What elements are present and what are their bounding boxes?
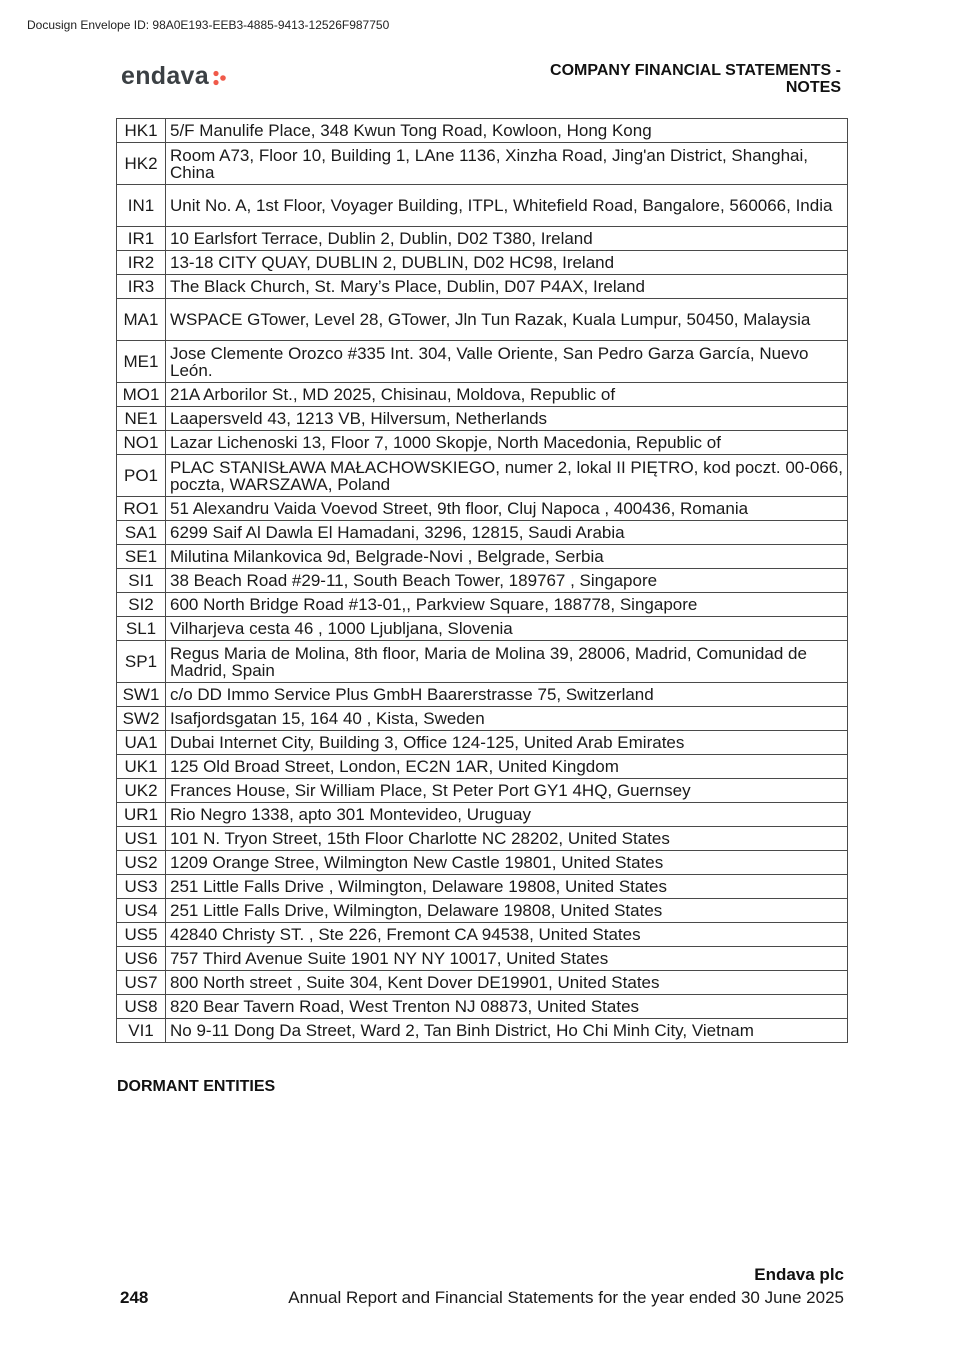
table-row <box>117 383 848 407</box>
entity-address: Regus Maria de Molina, 8th floor, Maria de Molina 39, 28006, Madrid, Comunidad de Madrid, Spain <box>166 641 848 683</box>
table-row <box>117 497 848 521</box>
table-row <box>117 299 848 341</box>
entity-code: IR1 <box>117 227 166 251</box>
entity-code: IR2 <box>117 251 166 275</box>
logo-mark-icon <box>212 70 228 86</box>
entity-code: UA1 <box>117 731 166 755</box>
table-row <box>117 521 848 545</box>
entity-code: US7 <box>117 971 166 995</box>
footer-company-name: Endava plc <box>754 1265 844 1284</box>
header-title-line2: NOTES <box>785 79 841 96</box>
entity-code: SI1 <box>117 569 166 593</box>
entity-address: Isafjordsgatan 15, 164 40 , Kista, Sweden <box>166 707 848 731</box>
entity-code: HK1 <box>117 119 166 143</box>
table-row <box>117 569 848 593</box>
entity-code: HK2 <box>117 143 166 185</box>
entity-code: US6 <box>117 947 166 971</box>
entity-address: Room A73, Floor 10, Building 1, LAne 1136, Xinzha Road, Jing'an District, Shanghai, China <box>166 143 848 185</box>
table-row <box>117 875 848 899</box>
entity-code: ME1 <box>117 341 166 383</box>
entity-address: 51 Alexandru Vaida Voevod Street, 9th floor, Cluj Napoca , 400436, Romania <box>166 497 848 521</box>
entity-address: Laapersveld 43, 1213 VB, Hilversum, Netherlands <box>166 407 848 431</box>
page-header-title <box>421 62 841 96</box>
entity-code: UK2 <box>117 779 166 803</box>
entity-code: US5 <box>117 923 166 947</box>
table-row <box>117 923 848 947</box>
table-row <box>117 827 848 851</box>
entity-address: 251 Little Falls Drive, Wilmington, Delaware 19808, United States <box>166 899 848 923</box>
entity-code: SP1 <box>117 641 166 683</box>
entity-address: 820 Bear Tavern Road, West Trenton NJ 08873, United States <box>166 995 848 1019</box>
entity-address: Vilharjeva cesta 46 , 1000 Ljubljana, Slovenia <box>166 617 848 641</box>
entity-address: 600 North Bridge Road #13-01,, Parkview Square, 188778, Singapore <box>166 593 848 617</box>
table-row <box>117 683 848 707</box>
table-row <box>117 899 848 923</box>
entity-code: RO1 <box>117 497 166 521</box>
entity-address: 21A Arborilor St., MD 2025, Chisinau, Moldova, Republic of <box>166 383 848 407</box>
table-row <box>117 731 848 755</box>
entity-address: 125 Old Broad Street, London, EC2N 1AR, United Kingdom <box>166 755 848 779</box>
table-row <box>117 431 848 455</box>
table-row <box>117 1019 848 1043</box>
entity-address: Rio Negro 1338, apto 301 Montevideo, Uruguay <box>166 803 848 827</box>
entity-code: US3 <box>117 875 166 899</box>
entity-address: 38 Beach Road #29-11, South Beach Tower, 189767 , Singapore <box>166 569 848 593</box>
logo-wordmark: endava <box>121 62 209 90</box>
table-row <box>117 803 848 827</box>
entity-code: SW2 <box>117 707 166 731</box>
table-row <box>117 341 848 383</box>
table-row <box>117 407 848 431</box>
entity-address: PLAC STANISŁAWA MAŁACHOWSKIEGO, numer 2, lokal II PIĘTRO, kod poczt. 00-066, poczta, WARSZAWA, Poland <box>166 455 848 497</box>
table-row <box>117 707 848 731</box>
entity-code: SA1 <box>117 521 166 545</box>
docusign-envelope-id: Docusign Envelope ID: 98A0E193-EEB3-4885-9413-12526F987750 <box>27 18 390 32</box>
entity-code: IR3 <box>117 275 166 299</box>
table-row <box>117 143 848 185</box>
entity-address: 101 N. Tryon Street, 15th Floor Charlotte NC 28202, United States <box>166 827 848 851</box>
table-row <box>117 185 848 227</box>
table-row <box>117 593 848 617</box>
entity-code: UR1 <box>117 803 166 827</box>
table-row <box>117 227 848 251</box>
entity-code: SW1 <box>117 683 166 707</box>
entity-address: Milutina Milankovica 9d, Belgrade-Novi , Belgrade, Serbia <box>166 545 848 569</box>
entity-address: Unit No. A, 1st Floor, Voyager Building, ITPL, Whitefield Road, Bangalore, 560066, India <box>166 185 848 227</box>
entity-address: 13-18 CITY QUAY, DUBLIN 2, DUBLIN, D02 HC98, Ireland <box>166 251 848 275</box>
entity-code: IN1 <box>117 185 166 227</box>
entity-code: SI2 <box>117 593 166 617</box>
entity-code: MA1 <box>117 299 166 341</box>
entity-address: 5/F Manulife Place, 348 Kwun Tong Road, Kowloon, Hong Kong <box>166 119 848 143</box>
entity-code: US1 <box>117 827 166 851</box>
footer-report-title: Annual Report and Financial Statements for the year ended 30 June 2025 <box>288 1288 844 1307</box>
table-row <box>117 755 848 779</box>
entity-address: 1209 Orange Stree, Wilmington New Castle 19801, United States <box>166 851 848 875</box>
table-row <box>117 779 848 803</box>
table-row <box>117 947 848 971</box>
entity-address: Dubai Internet City, Building 3, Office 124-125, United Arab Emirates <box>166 731 848 755</box>
table-row <box>117 971 848 995</box>
table-row <box>117 995 848 1019</box>
entity-address: WSPACE GTower, Level 28, GTower, Jln Tun Razak, Kuala Lumpur, 50450, Malaysia <box>166 299 848 341</box>
entity-code: US8 <box>117 995 166 1019</box>
entity-address: Frances House, Sir William Place, St Peter Port GY1 4HQ, Guernsey <box>166 779 848 803</box>
entity-code: NE1 <box>117 407 166 431</box>
entity-code: US4 <box>117 899 166 923</box>
entity-code: SL1 <box>117 617 166 641</box>
entity-address: 757 Third Avenue Suite 1901 NY NY 10017, United States <box>166 947 848 971</box>
entity-code: SE1 <box>117 545 166 569</box>
entity-address: The Black Church, St. Mary’s Place, Dublin, D07 P4AX, Ireland <box>166 275 848 299</box>
table-row <box>117 617 848 641</box>
entity-code: NO1 <box>117 431 166 455</box>
entity-address: c/o DD Immo Service Plus GmbH Baarerstrasse 75, Switzerland <box>166 683 848 707</box>
table-row <box>117 455 848 497</box>
endava-logo <box>121 62 228 91</box>
entity-code: US2 <box>117 851 166 875</box>
entity-address: 251 Little Falls Drive , Wilmington, Delaware 19808, United States <box>166 875 848 899</box>
entity-address: Jose Clemente Orozco #335 Int. 304, Valle Oriente, San Pedro Garza García, Nuevo León. <box>166 341 848 383</box>
table-row <box>117 275 848 299</box>
table-row <box>117 545 848 569</box>
table-row <box>117 851 848 875</box>
entity-code: UK1 <box>117 755 166 779</box>
table-row <box>117 119 848 143</box>
entity-address: 10 Earlsfort Terrace, Dublin 2, Dublin, D02 T380, Ireland <box>166 227 848 251</box>
entity-code: MO1 <box>117 383 166 407</box>
entity-code: PO1 <box>117 455 166 497</box>
entity-address: 6299 Saif Al Dawla El Hamadani, 3296, 12815, Saudi Arabia <box>166 521 848 545</box>
header-title-line1: COMPANY FINANCIAL STATEMENTS - <box>550 62 841 79</box>
entity-address: Lazar Lichenoski 13, Floor 7, 1000 Skopje, North Macedonia, Republic of <box>166 431 848 455</box>
registered-addresses-table <box>116 118 848 1043</box>
entity-address: 42840 Christy ST. , Ste 226, Fremont CA 94538, United States <box>166 923 848 947</box>
entity-address: 800 North street , Suite 304, Kent Dover DE19901, United States <box>166 971 848 995</box>
entity-code: VI1 <box>117 1019 166 1043</box>
entity-address: No 9-11 Dong Da Street, Ward 2, Tan Binh District, Ho Chi Minh City, Vietnam <box>166 1019 848 1043</box>
table-row <box>117 641 848 683</box>
table-row <box>117 251 848 275</box>
page-number: 248 <box>120 1288 149 1307</box>
dormant-entities-heading: DORMANT ENTITIES <box>117 1078 276 1095</box>
